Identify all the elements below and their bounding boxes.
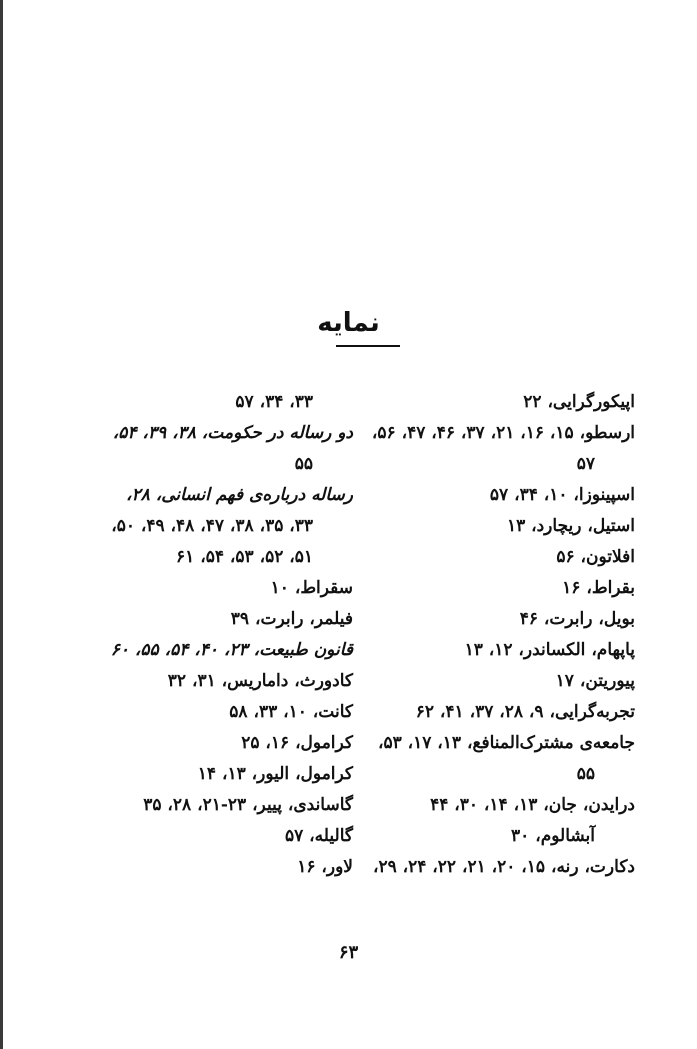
index-column-left [93, 387, 353, 883]
index-entry: کادورث، داماریس، ۳۱، ۳۲ [167, 671, 353, 691]
index-entry: کرامول، ۱۶، ۲۵ [241, 733, 353, 753]
index-entry: ۵۵ [294, 454, 313, 474]
index-entry: اسپینوزا، ۱۰، ۳۴، ۵۷ [489, 485, 635, 505]
index-entry: بویل، رابرت، ۴۶ [519, 609, 635, 629]
index-entry: فیلمر، رابرت، ۳۹ [230, 609, 353, 629]
title-underline [336, 345, 400, 347]
index-entry: ارسطو، ۱۵، ۱۶، ۲۱، ۳۷، ۴۶، ۴۷، ۵۶، [371, 423, 635, 443]
index-entry: دکارت، رنه، ۱۵، ۲۰، ۲۱، ۲۲، ۲۴، ۲۹، [372, 857, 635, 877]
index-entry: گاساندی، پییر، ۲۳-۲۱، ۲۸، ۳۵ [143, 795, 353, 815]
index-entry: بقراط، ۱۶ [562, 578, 635, 598]
index-entry: کانت، ۱۰، ۳۳، ۵۸ [229, 702, 353, 722]
index-entry: ۵۷ [576, 454, 595, 474]
page-title: نمایه [317, 308, 380, 338]
index-entry: جامعه‌ی مشترک‌المنافع، ۱۳، ۱۷، ۵۳، [377, 733, 635, 753]
index-entry: درایدن، جان، ۱۳، ۱۴، ۳۰، ۴۴ [430, 795, 635, 815]
index-entry: افلاتون، ۵۶ [556, 547, 635, 567]
index-entry: تجربه‌گرایی، ۹، ۲۸، ۳۷، ۴۱، ۶۲ [415, 702, 635, 722]
index-entry: سقراط، ۱۰ [270, 578, 353, 598]
index-entry: ۳۳، ۳۵، ۳۸، ۴۷، ۴۸، ۴۹، ۵۰، [111, 516, 313, 536]
index-entry: کرامول، الیور، ۱۳، ۱۴ [197, 764, 353, 784]
index-entry: استیل، ریچارد، ۱۳ [506, 516, 635, 536]
index-entry: ۵۱، ۵۲، ۵۳، ۵۴، ۶۱ [176, 547, 313, 567]
index-entry: ۵۵ [576, 764, 595, 784]
page-number: ۶۳ [338, 942, 359, 963]
page-edge [0, 0, 3, 1049]
index-entry: گالیله، ۵۷ [285, 826, 353, 846]
index-column-right [371, 387, 635, 883]
index-entry: پاپهام، الکساندر، ۱۲، ۱۳ [464, 640, 635, 660]
index-entry: دو رساله در حکومت، ۳۸، ۳۹، ۵۴، [112, 423, 353, 443]
index-entry: رساله درباره‌ی فهم انسانی، ۲۸، [126, 485, 353, 505]
index-entry: اپیکورگرایی، ۲۲ [523, 392, 635, 412]
index-entry: لاور، ۱۶ [297, 857, 353, 877]
index-entry: ۳۳، ۳۴، ۵۷ [235, 392, 313, 412]
index-entry: آبشالوم، ۳۰ [511, 826, 595, 846]
index-entry: پیوریتن، ۱۷ [555, 671, 635, 691]
index-entry: قانون طبیعت، ۲۳، ۴۰، ۵۴، ۵۵، ۶۰ [110, 640, 353, 660]
